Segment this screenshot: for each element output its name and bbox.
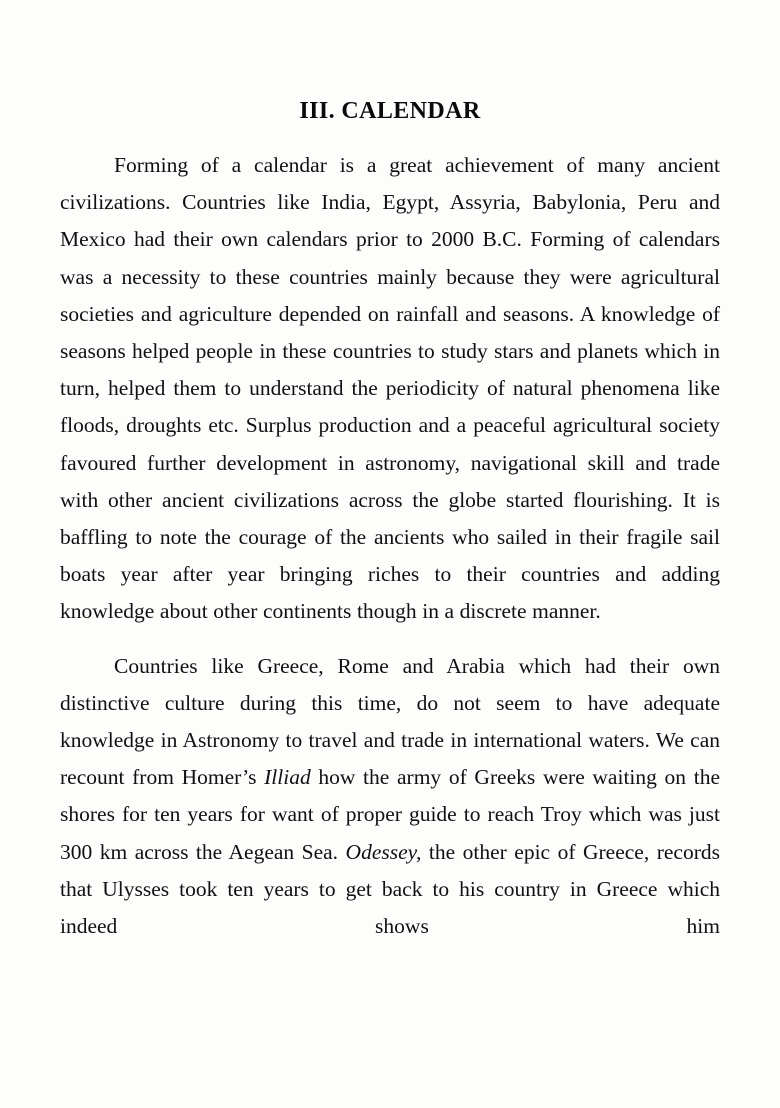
paragraph — [60, 648, 720, 946]
paragraph-text-run: how the army of Greeks were waiting on the shores for ten years for want of proper guide to reach Troy which was just 300 km across the Aegean Sea. — [60, 765, 720, 864]
document-body — [60, 147, 720, 945]
page-title: III. CALENDAR — [299, 98, 481, 125]
italic-work-title: Odessey, — [345, 839, 422, 864]
paragraph-text-run: Countries like Greece, Rome and Arabia which had their own distinctive culture during this time, do not seem to have adequate knowledge in Astronomy to travel and trade in international waters. We can recount from Homer’s — [60, 653, 720, 790]
paragraph-text-run: the other epic of Greece, records that Ulysses took ten years to get back to his country in Greece which indeed shows him — [60, 839, 720, 939]
paragraph-text-run: Forming of a calendar is a great achievement of many ancient civilizations. Countries like India, Egypt, Assyria, Babylonia, Peru and Mexico had their own calendars prior to 2000 B.C. Forming of calendars was a necessity to these countries mainly because they were agricultural societies and agriculture depended on rainfall and seasons. A knowledge of seasons helped people in these countries to study stars and planets which in turn, helped them to understand the periodicity of natural phenomena like floods, droughts etc. Surplus production and a peaceful agricultural society favoured further development in astronomy, navigational skill and trade with other ancient civilizations across the globe started flourishing. It is baffling to note the courage of the ancients who sailed in their fragile sail boats year after year bringing riches to their countries and adding knowledge about other continents though in a discrete manner. — [60, 153, 720, 624]
italic-work-title: Illiad — [264, 765, 311, 790]
paragraph — [60, 147, 720, 631]
